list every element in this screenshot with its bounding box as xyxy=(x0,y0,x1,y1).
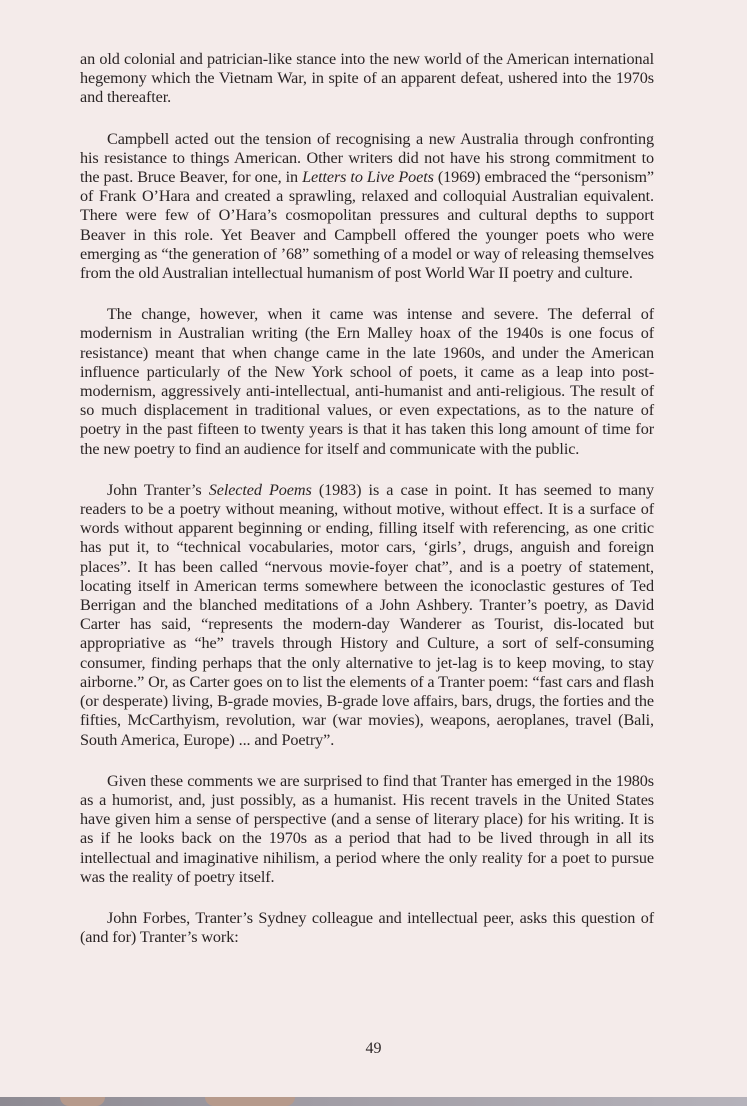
paragraph-4-text-a: John Tranter’s xyxy=(107,480,209,499)
paragraph-2 xyxy=(80,130,654,284)
paragraph-4 xyxy=(80,481,654,750)
page-number: 49 xyxy=(365,1040,382,1057)
paragraph-6 xyxy=(80,909,654,947)
paragraph-6-text: John Forbes, Tranter’s Sydney colleague and intellectual peer, asks this question of (and for) Tranter’s work: xyxy=(80,908,654,947)
paragraph-5 xyxy=(80,772,654,887)
thumb-shadow-left xyxy=(60,1097,105,1106)
paragraph-4-text-b: (1983) is a case in point. It has seemed to many readers to be a poetry without meaning, without motive, without effect. It is a surface of words without apparent beginning or ending, filling itself with referencing, as one critic has put it, to “technical vocabularies, motor cars, ‘girls’, drugs, anguish and foreign places”. It has been called “nervous movie-foyer chat”, and is a poetry of statement, locating itself in American terms somewhere between the iconoclastic gestures of Ted Berrigan and the blanched meditations of a John Ashbery. Tranter’s poetry, as David Carter has said, “represents the modern-day Wanderer as Tourist, dis-located but appropriative as “he” travels through History and Culture, a sort of self-consuming consumer, finding perhaps that the only alternative to jet-lag is to keep moving, to stay airborne.” Or, as Carter goes on to list the elements of a Tranter poem: “fast cars and flash (or desperate) living, B-grade movies, B-grade love affairs, bars, drugs, the forties and the fifties, McCarthyism, revolution, war (war movies), weapons, aeroplanes, travel (Bali, South America, Europe) ... and Poetry”. xyxy=(80,480,654,749)
page-bottom-edge xyxy=(0,1097,747,1106)
paragraph-5-text: Given these comments we are surprised to find that Tranter has emerged in the 1980s as a humorist, and, just possibly, as a humanist. His recent travels in the United States have given him a sense of perspective (and a sense of literary place) for his writing. It is as if he looks back on the 1970s as a period that had to be lived through in all its intellectual and imaginative nihilism, a period where the only reality for a poet to pursue was the reality of poetry itself. xyxy=(80,771,654,886)
book-title-selected-poems: Selected Poems xyxy=(208,480,312,499)
paragraph-1-text: an old colonial and patrician-like stance into the new world of the American international hegemony which the Vietnam War, in spite of an apparent defeat, ushered into the 1970s and thereafter. xyxy=(80,50,654,107)
paragraph-1 xyxy=(80,50,654,108)
paragraph-2-text-b: (1969) embraced the “personism” of Frank O’Hara and created a sprawling, relaxed and colloquial Australian equivalent. There were few of O’Hara’s cosmopolitan pressures and cultural depths to support Beaver in this role. Yet Beaver and Campbell offered the younger poets who were emerging as “the generation of ’68” something of a model or way of releasing themselves from the old Australian intellectual humanism of post World War II poetry and culture. xyxy=(80,168,654,283)
paragraph-3 xyxy=(80,305,654,459)
paragraph-2-text-a: Campbell acted out the tension of recognising a new Australia through confronting his resistance to things American. Other writers did not have his strong commitment to the past. Bruce Beaver, for one, in xyxy=(80,129,654,187)
thumb-shadow-right xyxy=(205,1097,295,1106)
book-title-letters-to-live-poets: Letters to Live Poets xyxy=(302,168,434,187)
body-text xyxy=(80,50,654,969)
paragraph-3-text: The change, however, when it came was intense and severe. The deferral of modernism in Australian writing (the Ern Malley hoax of the 1940s is one focus of resistance) meant that when change came in the late 1960s, and under the American influence particularly of the New York school of poets, it came as a leap into post-modernism, aggressively anti-intellectual, anti-humanist and anti-religious. The result of so much displacement in traditional values, or even expectations, as to the nature of poetry in the past fifteen to twenty years is that it has taken this long amount of time for the new poetry to find an audience for itself and communicate with the public. xyxy=(80,305,654,458)
